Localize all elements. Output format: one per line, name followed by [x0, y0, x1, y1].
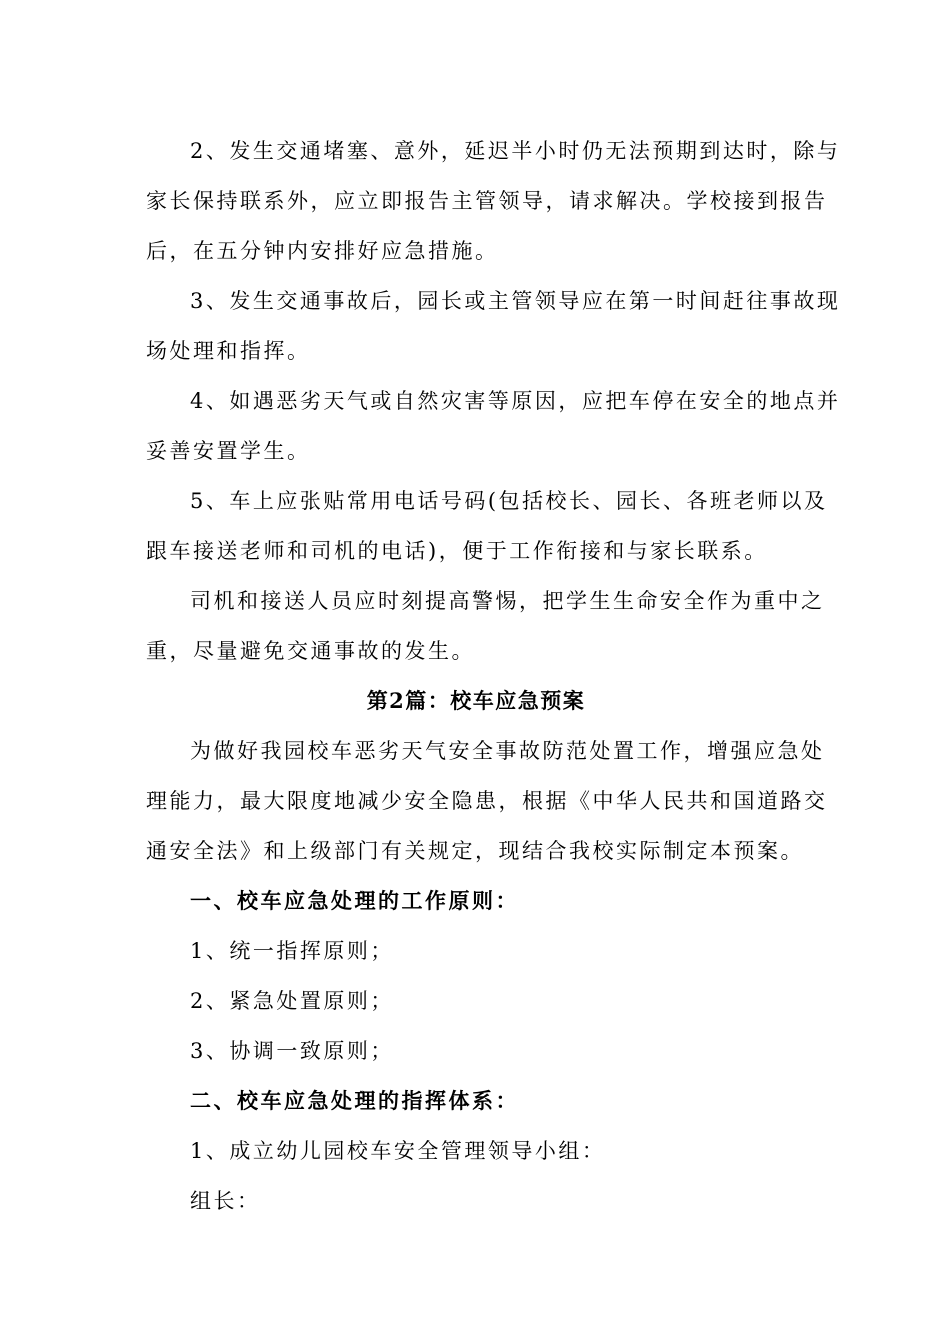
list-item: 2、紧急处置原则；: [190, 989, 394, 1013]
paragraph-line: 理能力，最大限度地减少安全隐患，根据《中华人民共和国道路交: [146, 789, 828, 813]
paragraph-line: 家长保持联系外，应立即报告主管领导，请求解决。学校接到报告: [146, 189, 828, 213]
paragraph-line: 司机和接送人员应时刻提高警惕，把学生生命安全作为重中之: [190, 589, 825, 613]
paragraph-line: 5、车上应张贴常用电话号码(包括校长、园长、各班老师以及: [190, 489, 828, 513]
paragraph-line: 为做好我园校车恶劣天气安全事故防范处置工作，增强应急处: [190, 739, 825, 763]
paragraph-line: 场处理和指挥。: [146, 339, 311, 363]
list-item: 3、协调一致原则；: [190, 1039, 394, 1063]
paragraph-line: 后，在五分钟内安排好应急措施。: [146, 239, 499, 263]
paragraph-line: 4、如遇恶劣天气或自然灾害等原因，应把车停在安全的地点并: [190, 389, 841, 413]
section-heading: 二、校车应急处理的指挥体系：: [190, 1088, 519, 1113]
paragraph-line: 3、发生交通事故后，园长或主管领导应在第一时间赶往事故现: [190, 289, 841, 313]
paragraph-line: 妥善安置学生。: [146, 439, 311, 463]
section-heading: 一、校车应急处理的工作原则：: [190, 888, 519, 913]
paragraph-line: 通安全法》和上级部门有关规定，现结合我校实际制定本预案。: [146, 839, 804, 863]
section-title: 第2篇：校车应急预案: [366, 688, 586, 713]
paragraph-line: 2、发生交通堵塞、意外，延迟半小时仍无法预期到达时，除与: [190, 139, 841, 163]
list-item: 1、统一指挥原则；: [190, 939, 394, 963]
list-item: 1、成立幼儿园校车安全管理领导小组：: [190, 1139, 606, 1163]
paragraph-line: 跟车接送老师和司机的电话)，便于工作衔接和与家长联系。: [146, 539, 768, 563]
paragraph-line: 重，尽量避免交通事故的发生。: [146, 639, 475, 663]
paragraph-line: 组长：: [190, 1189, 261, 1213]
document-page: [146, 126, 841, 1226]
